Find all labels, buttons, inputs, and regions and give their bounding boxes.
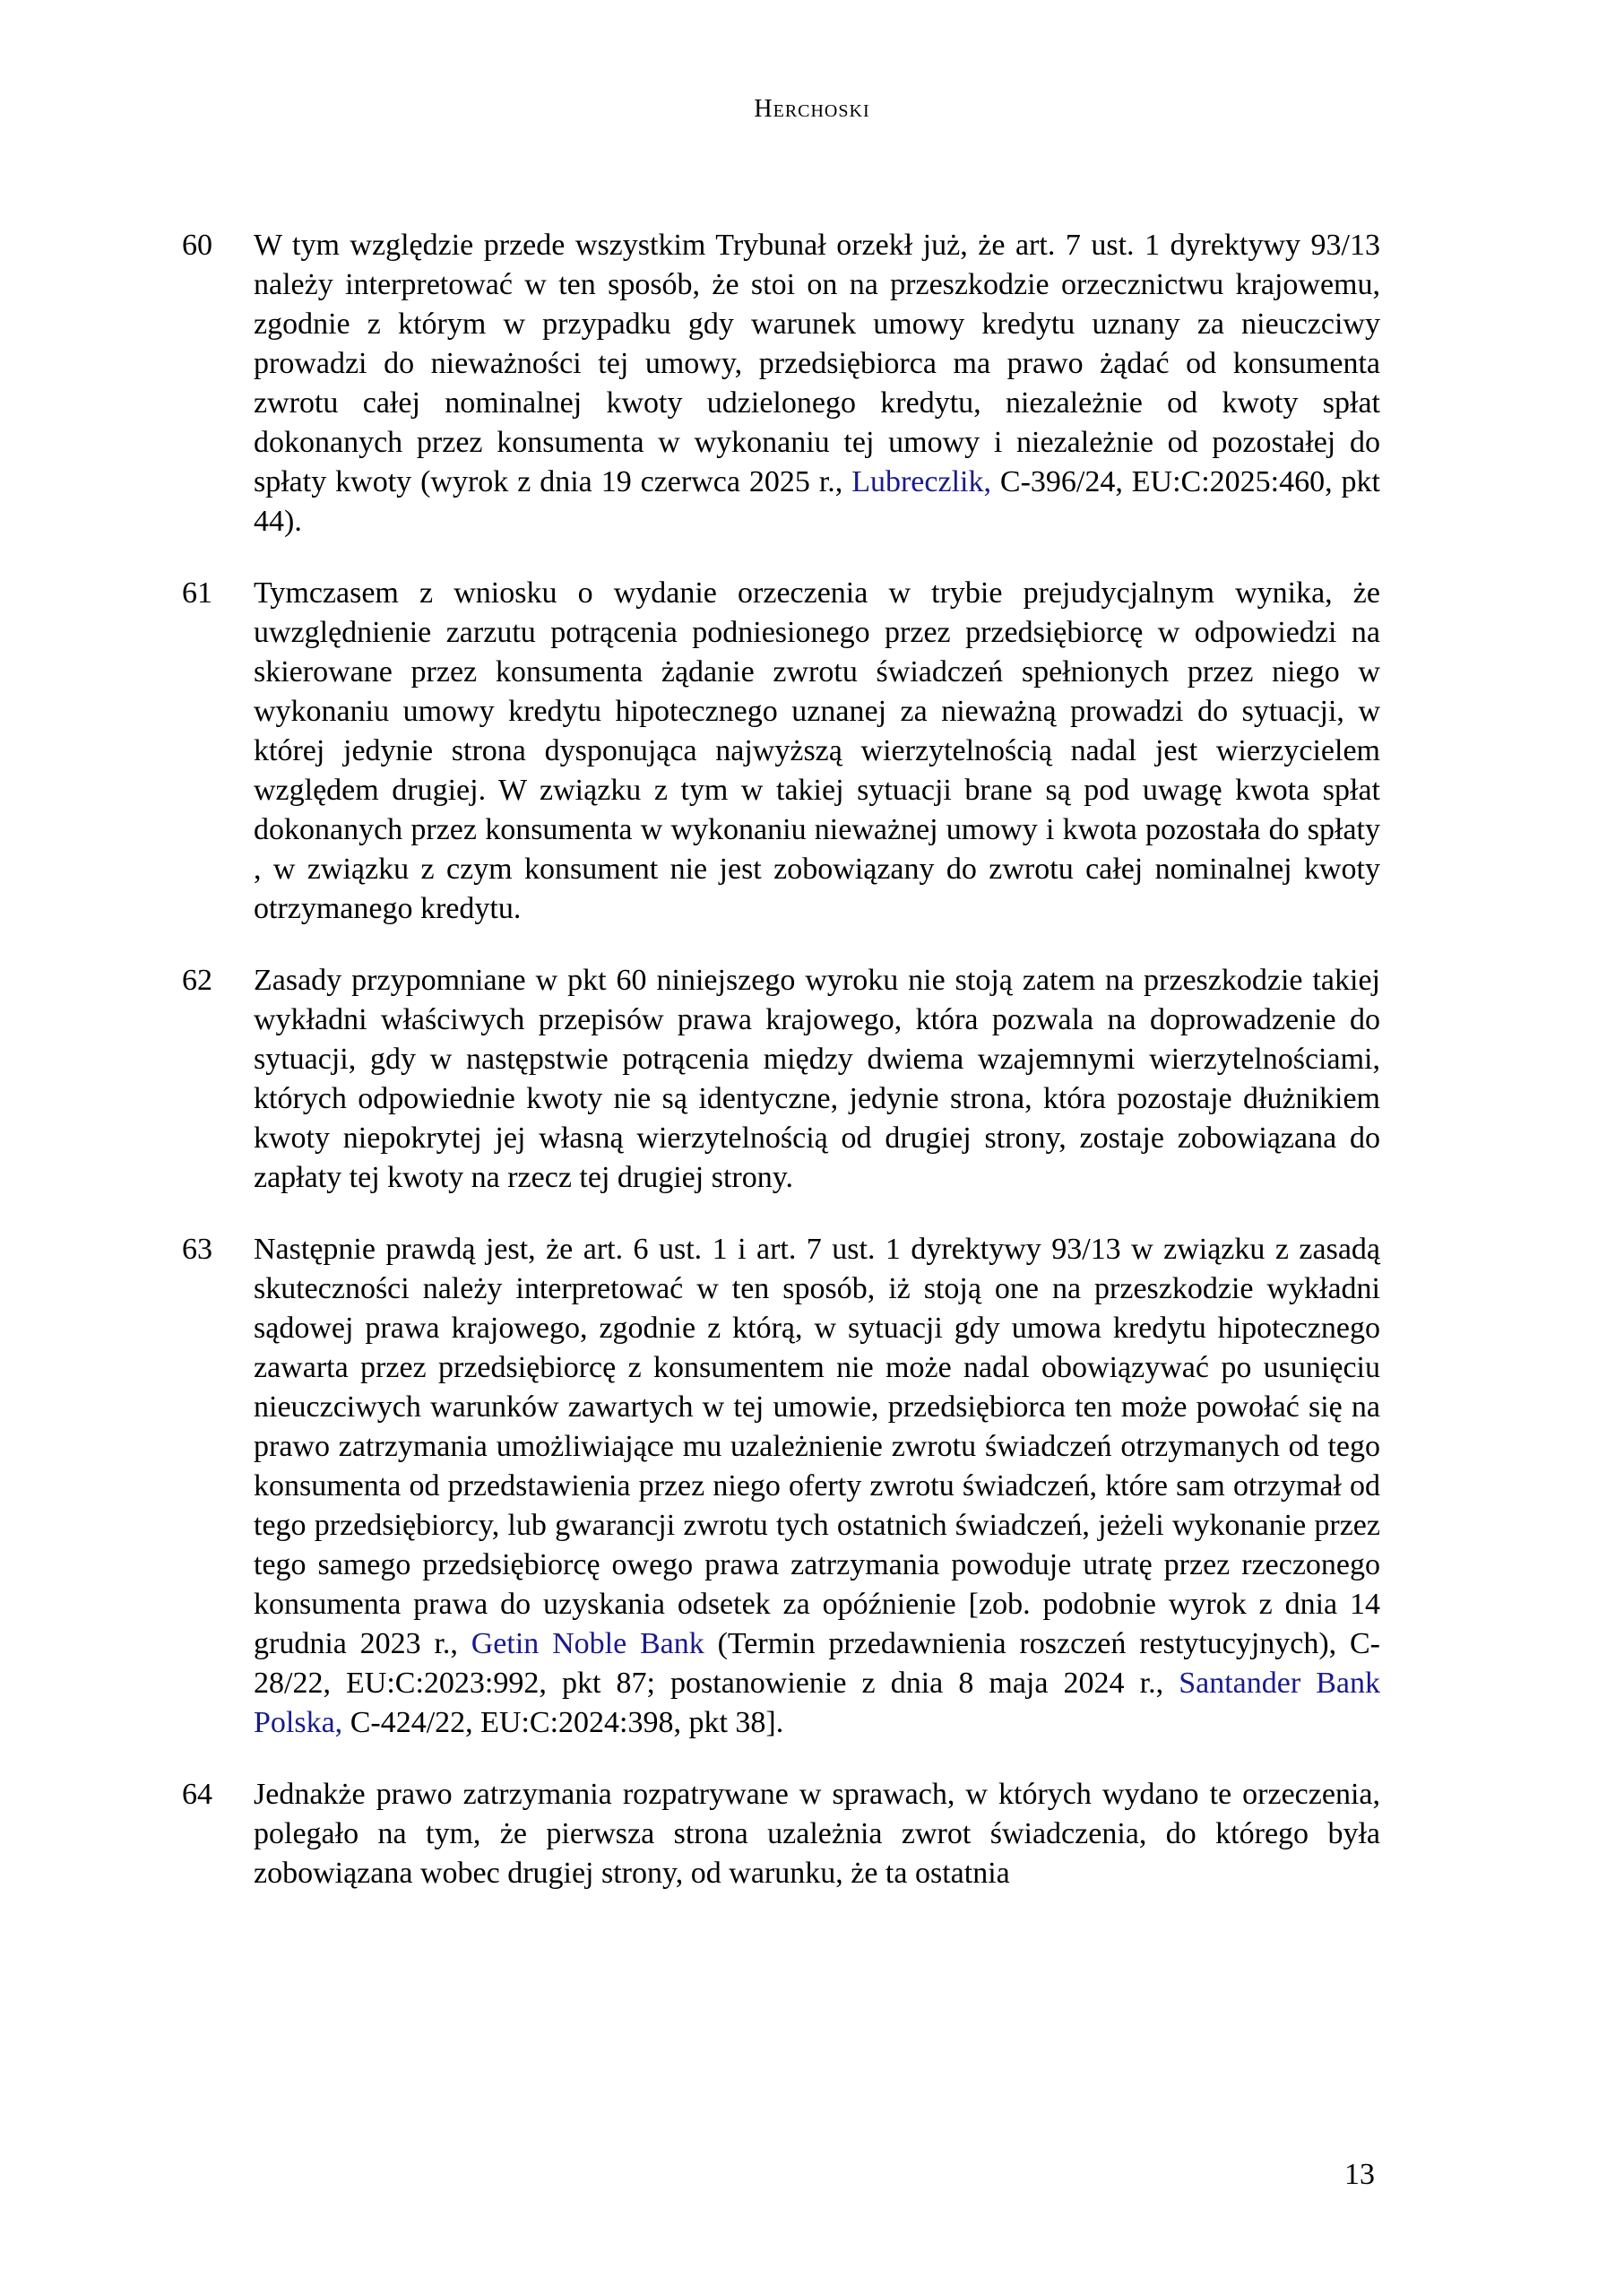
- paragraph-text: [254, 574, 1380, 929]
- paragraph-number: 62: [182, 964, 212, 997]
- paragraph-61: [182, 574, 1380, 929]
- paragraph-text-run: Jednakże prawo zatrzymania rozpatrywane w sprawach, w których wydano te orzeczenia, polegało na tym, że pierwsza strona uzależnia zwrot świadczenia, do którego była zobowiązana wobec drugiej strony, od warunku, że ta ostatnia: [254, 1778, 1380, 1890]
- paragraph-text: [254, 1775, 1380, 1893]
- case-law-link[interactable]: Getin Noble Bank: [471, 1627, 704, 1660]
- paragraph-text-run: Zasady przypomniane w pkt 60 niniejszego wyroku nie stoją zatem na przeszkodzie takiej wykładni właściwych przepisów prawa krajowego, która pozwala na doprowadzenie do sytuacji, gdy w następstwie potrącenia między dwiema wzajemnymi wierzytelnościami, których odpowiednie kwoty nie są identyczne, jedynie strona, która pozostaje dłużnikiem kwoty niepokrytej jej własną wierzytelnością od drugiej strony, zostaje zobowiązana do zapłaty tej kwoty na rzecz tej drugiej strony.: [254, 964, 1380, 1194]
- case-law-link[interactable]: Lubreczlik,: [851, 465, 991, 498]
- paragraph-number: 60: [182, 229, 212, 262]
- running-header: Herchoski: [754, 95, 870, 123]
- paragraph-63: [182, 1230, 1380, 1743]
- paragraph-list: [182, 226, 1380, 1893]
- case-law-link[interactable]: Santander Bank Polska,: [254, 1667, 1380, 1739]
- paragraph-text: [254, 226, 1380, 541]
- paragraph-number: 63: [182, 1233, 212, 1266]
- paragraph-number: 61: [182, 576, 212, 610]
- paragraph-text: [254, 1230, 1380, 1743]
- paragraph-text: [254, 961, 1380, 1198]
- paragraph-text-run: C-396/24, EU:C:2025:460, pkt 44).: [254, 465, 1380, 538]
- page-number: 13: [1344, 2158, 1375, 2191]
- paragraph-text-run: Tymczasem z wniosku o wydanie orzeczenia w trybie prejudycjalnym wynika, że uwzględnienie zarzutu potrącenia podniesionego przez przedsiębiorcę w odpowiedzi na skierowane przez konsumenta żądanie zwrotu świadczeń spełnionych przez niego w wykonaniu umowy kredytu hipotecznego uznanej za nieważną prowadzi do sytuacji, w której jedynie strona dysponująca najwyższą wierzytelnością nadal jest wierzycielem względem drugiej. W związku z tym w takiej sytuacji brane są pod uwagę kwota spłat dokonanych przez konsumenta w wykonaniu nieważnej umowy i kwota pozostała do spłaty , w związku z czym konsument nie jest zobowiązany do zwrotu całej nominalnej kwoty otrzymanego kredytu.: [254, 576, 1380, 925]
- paragraph-64: [182, 1775, 1380, 1893]
- paragraph-text-run: C-424/22, EU:C:2024:398, pkt 38].: [342, 1706, 784, 1739]
- paragraph-60: [182, 226, 1380, 541]
- paragraph-62: [182, 961, 1380, 1198]
- paragraph-number: 64: [182, 1778, 212, 1811]
- paragraph-text-run: W tym względzie przede wszystkim Trybunał orzekł już, że art. 7 ust. 1 dyrektywy 93/13 należy interpretować w ten sposób, że stoi on na przeszkodzie orzecznictwu krajowemu, zgodnie z którym w przypadku gdy warunek umowy kredytu uznany za nieuczciwy prowadzi do nieważności tej umowy, przedsiębiorca ma prawo żądać od konsumenta zwrotu całej nominalnej kwoty udzielonego kredytu, niezależnie od kwoty spłat dokonanych przez konsumenta w wykonaniu tej umowy i niezależnie od pozostałej do spłaty kwoty (wyrok z dnia 19 czerwca 2025 r.,: [254, 229, 1380, 498]
- paragraph-text-run: Następnie prawdą jest, że art. 6 ust. 1 i art. 7 ust. 1 dyrektywy 93/13 w związku z zasadą skuteczności należy interpretować w ten sposób, iż stoją one na przeszkodzie wykładni sądowej prawa krajowego, zgodnie z którą, w sytuacji gdy umowa kredytu hipotecznego zawarta przez przedsiębiorcę z konsumentem nie może nadal obowiązywać po usunięciu nieuczciwych warunków zawartych w tej umowie, przedsiębiorca ten może powołać się na prawo zatrzymania umożliwiające mu uzależnienie zwrotu świadczeń otrzymanych od tego konsumenta od przedstawienia przez niego oferty zwrotu świadczeń, które sam otrzymał od tego przedsiębiorcy, lub gwarancji zwrotu tych ostatnich świadczeń, jeżeli wykonanie przez tego samego przedsiębiorcę owego prawa zatrzymania powoduje utratę przez rzeczonego konsumenta prawa do uzyskania odsetek za opóźnienie [zob. podobnie wyrok z dnia 14 grudnia 2023 r.,: [254, 1233, 1380, 1660]
- document-body: [182, 226, 1380, 1893]
- paragraph-text-run: (Termin przedawnienia roszczeń restytucyjnych), C-28/22, EU:C:2023:992, pkt 87; postanowienie z dnia 8 maja 2024 r.,: [254, 1627, 1380, 1700]
